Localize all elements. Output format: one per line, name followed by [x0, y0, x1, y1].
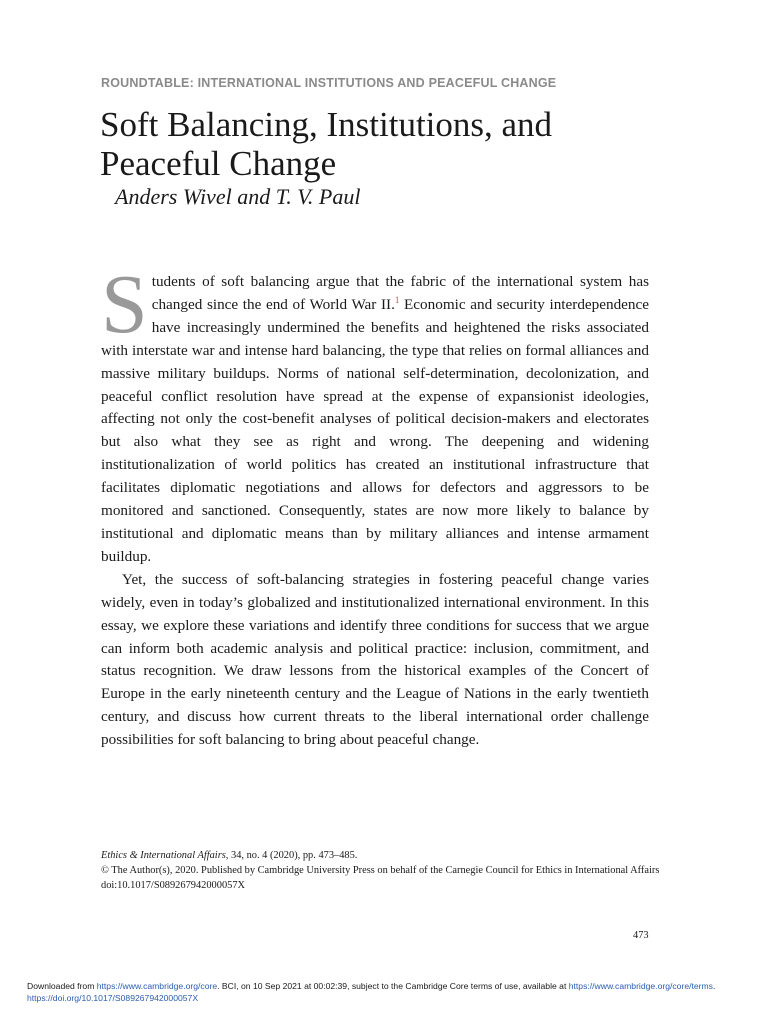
- doi-link[interactable]: https://doi.org/10.1017/S089267942000057X: [27, 992, 199, 1003]
- download-sep: .: [712, 981, 716, 991]
- article-body: [101, 258, 649, 752]
- title-line-1: Soft Balancing, Institutions, and: [100, 105, 553, 144]
- copyright-line: © The Author(s), 2020. Published by Cambridge University Press on behalf of the Carnegie Council for Ethics in International Affairs: [101, 865, 660, 876]
- download-prefix: Downloaded from: [27, 981, 97, 991]
- footnote-ref-1[interactable]: 1: [394, 294, 400, 305]
- cambridge-core-link[interactable]: https://www.cambridge.org/core: [96, 981, 218, 991]
- section-kicker: ROUNDTABLE: INTERNATIONAL INSTITUTIONS AND PEACEFUL CHANGE: [101, 76, 557, 90]
- terms-link[interactable]: https://www.cambridge.org/core/terms: [568, 981, 713, 991]
- citation-block: [101, 848, 661, 893]
- journal-name: Ethics & International Affairs: [101, 850, 226, 861]
- citation-journal-line: [101, 848, 661, 863]
- article-title: [100, 105, 680, 183]
- paragraph-1-text-b: Economic and security interdependence have increasingly undermined the benefits and heightened the risks associated with interstate war and intense hard balancing, the type that relies on formal alliances and massive military buildups. Norms of national self-determination, decolonization, and peaceful conflict resolution have spread at the expense of expansionist ideologies, affecting not only the cost-benefit analyses of political decision-makers and electorates but also what they see as right and wrong. The deepening and widening institutionalization of world politics has created an institutional infrastructure that facilitates diplomatic negotiations and allows for defectors and aggressors to be monitored and sanctioned. Consequently, states are now more likely to balance by institutional and diplomatic means than by military alliances and intense armament buildup.: [101, 295, 649, 565]
- journal-details: , 34, no. 4 (2020), pp. 473–485.: [225, 850, 358, 861]
- paragraph-2: Yet, the success of soft-balancing strategies in fostering peaceful change varies widely, even in today’s globalized and institutionalized international environment. In this essay, we explore these variations and identify three conditions for success that we argue can inform both academic analysis and political practice: inclusion, commitment, and status recognition. We draw lessons from the historical examples of the Concert of Europe in the early nineteenth century and the League of Nations in the early twentieth century, and discuss how current threats to the liberal international order challenge possibilities for soft balancing to bring about peaceful change.: [101, 570, 649, 749]
- paragraph-1-text-a: tudents of soft balancing argue that the fabric of the international system has changed since the end of World War II.: [151, 273, 649, 313]
- paragraph-1: [101, 258, 649, 569]
- download-notice: [27, 981, 747, 1004]
- page-number: 473: [633, 930, 649, 941]
- article-authors: Anders Wivel and T. V. Paul: [115, 184, 361, 209]
- title-line-2: Peaceful Change: [100, 144, 337, 183]
- download-mid: . BCI, on 10 Sep 2021 at 00:02:39, subject to the Cambridge Core terms of use, available at: [217, 981, 569, 991]
- doi-line: doi:10.1017/S089267942000057X: [101, 880, 246, 891]
- drop-cap: S: [101, 258, 148, 351]
